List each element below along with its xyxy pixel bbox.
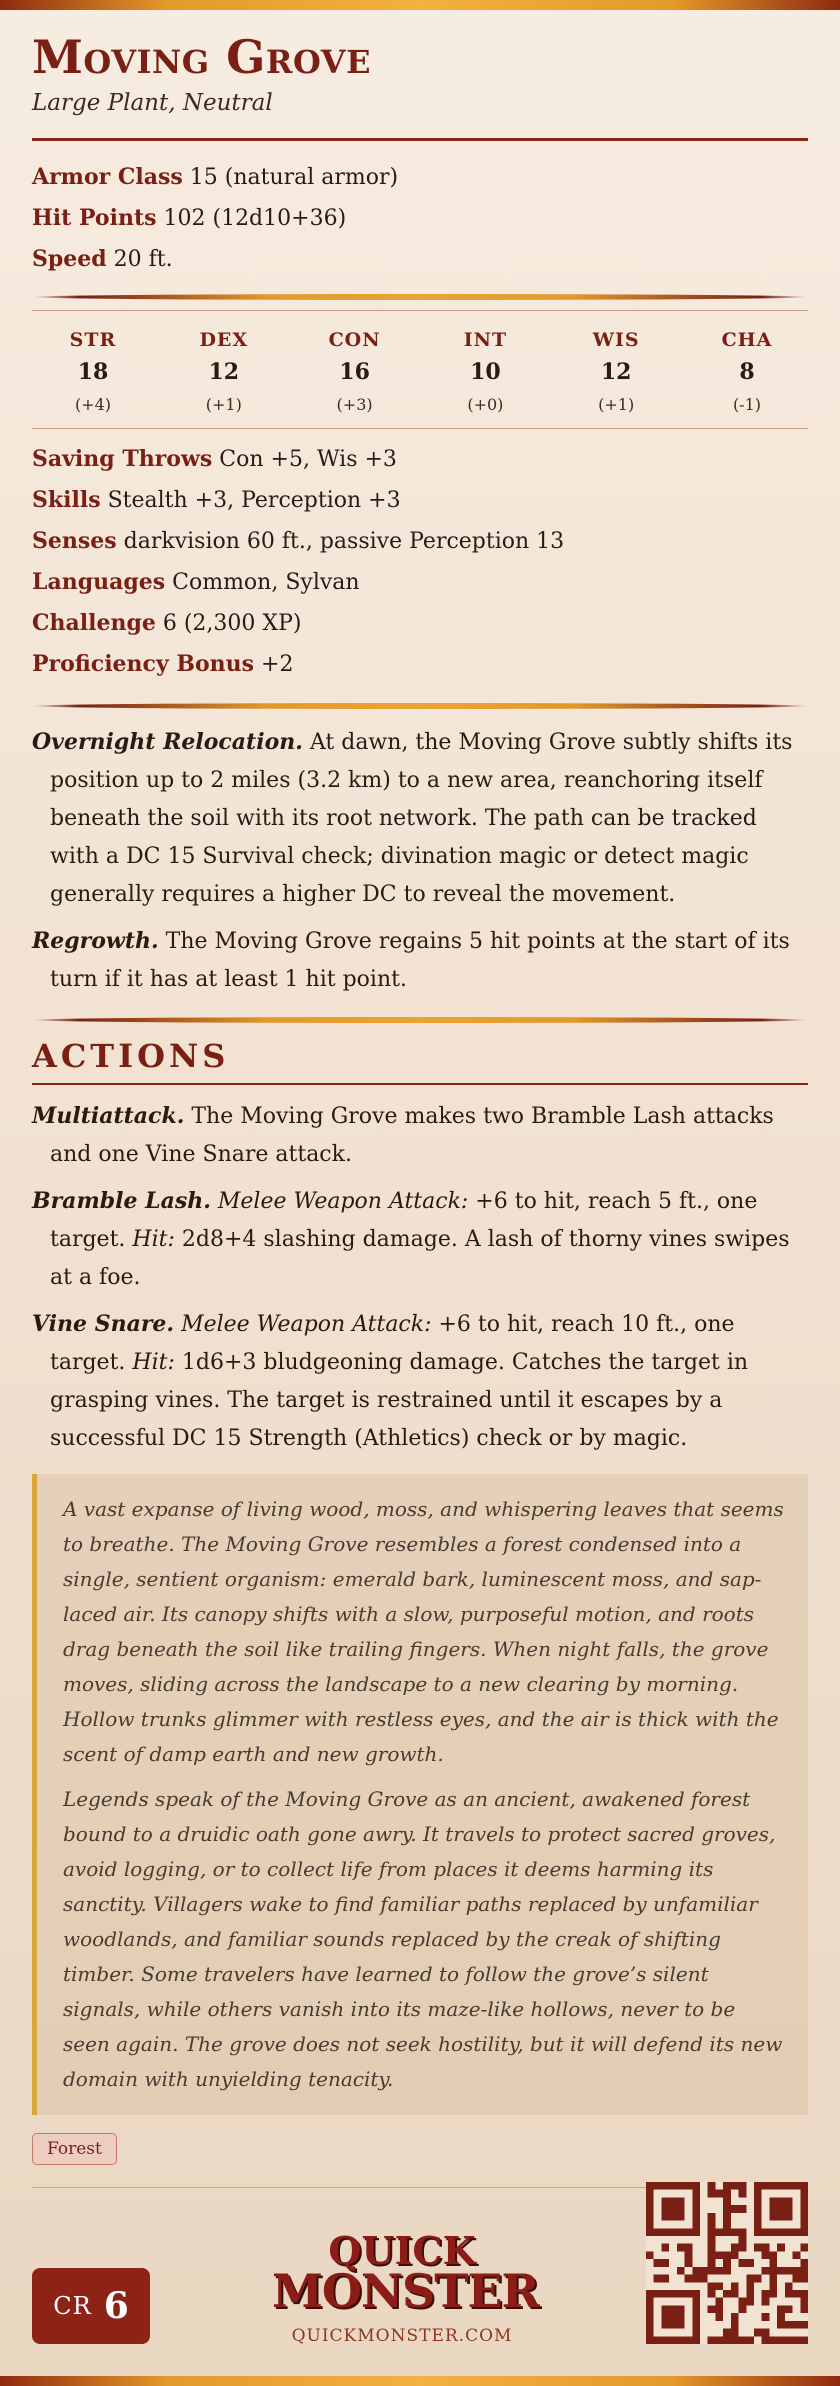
- speed: [32, 239, 808, 280]
- ability-name: DEX: [199, 329, 249, 351]
- ability-modifier: (+1): [205, 395, 242, 414]
- header-divider: [32, 138, 808, 141]
- stat-block: [32, 26, 808, 2188]
- senses-value: darkvision 60 ft., passive Perception 13: [123, 529, 565, 554]
- ability-score: 10: [470, 359, 501, 385]
- ability-modifier: (-1): [732, 395, 762, 414]
- ability-score: 8: [739, 359, 755, 385]
- skills-value: Stealth +3, Perception +3: [107, 488, 401, 513]
- ability-score: 16: [339, 359, 370, 385]
- logo-line-monster: MONSTER: [272, 2264, 539, 2318]
- senses: [32, 521, 808, 562]
- qr-code-icon[interactable]: [646, 2182, 808, 2344]
- challenge-label: Challenge: [32, 610, 156, 636]
- core-properties: [32, 157, 808, 280]
- trait-regrowth: [32, 922, 808, 999]
- proficiency-bonus-value: +2: [261, 652, 294, 677]
- hit-points-value: 102 (12d10+36): [163, 206, 347, 231]
- armor-class-value: 15 (natural armor): [189, 165, 399, 190]
- tapered-divider: [32, 703, 808, 709]
- ability-con: [300, 311, 410, 414]
- lore-paragraph: Legends speak of the Moving Grove as an ancient, awakened forest bound to a druidic oath gone awry. It travels to protect sacred groves, avoid logging, or to collect life from places it deems harming its sanctity. Villagers wake to find familiar paths replaced by unfamiliar woodlands, and familiar sounds replaced by the creak of shifting timber. Some travelers have learned to follow the grove’s silent signals, while others vanish into its maze-like hollows, never to be seen again. The grove does not seek hostility, but it will defend its new domain with unyielding tenacity.: [63, 1787, 783, 2091]
- hit-label: Hit:: [132, 1350, 175, 1375]
- ability-cha: [692, 311, 802, 414]
- hit-details: 1d6+3 bludgeoning damage. Catches the target in grasping vines. The target is restrained until it escapes by a successful DC 15 Strength (Athletics) check or by magic.: [50, 1350, 749, 1451]
- site-url-link[interactable]: QUICKMONSTER.COM: [291, 2326, 513, 2346]
- proficiency-bonus-label: Proficiency Bonus: [32, 651, 255, 677]
- ability-name: CON: [328, 329, 381, 351]
- bottom-accent-bar: [0, 2376, 840, 2386]
- monster-type: Large Plant, Neutral: [32, 90, 273, 116]
- actions-list: [32, 1097, 808, 1458]
- ability-wis: [561, 311, 671, 414]
- ability-name: INT: [463, 329, 508, 351]
- ability-score: 12: [208, 359, 240, 385]
- senses-label: Senses: [32, 528, 117, 554]
- saving-throws-label: Saving Throws: [32, 446, 213, 472]
- ability-dex: [169, 311, 279, 414]
- action-vine-snare: [32, 1305, 808, 1458]
- hit-details: 2d8+4 slashing damage. A lash of thorny vines swipes at a foe.: [50, 1227, 790, 1290]
- trait-text: The Moving Grove regains 5 hit points at the start of its turn if it has at least 1 hit point.: [50, 929, 790, 992]
- attack-type: Melee Weapon Attack:: [174, 1312, 432, 1337]
- skills-label: Skills: [32, 487, 101, 513]
- languages-value: Common, Sylvan: [172, 570, 360, 595]
- tag-forest[interactable]: Forest: [32, 2133, 117, 2165]
- action-name: Multiattack.: [32, 1103, 185, 1129]
- trait-name: Overnight Relocation.: [32, 729, 303, 755]
- hit-points-label: Hit Points: [32, 205, 157, 231]
- armor-class-label: Armor Class: [32, 164, 183, 190]
- cr-label: CR: [53, 2292, 92, 2320]
- ability-scores: [38, 311, 802, 414]
- ability-int: [430, 311, 540, 414]
- lore-paragraph: A vast expanse of living wood, moss, and whispering leaves that seems to breathe. The Moving Grove resembles a forest condensed into a single, sentient organism: emerald bark, luminescent moss, and sap-laced air. Its canopy shifts with a slow, purposeful motion, and roots drag beneath the soil like trailing fingers. When night falls, the grove moves, sliding across the landscape to a new clearing by morning. Hollow trunks glimmer with restless eyes, and the air is thick with the scent of damp earth and new growth.: [63, 1497, 784, 1766]
- tapered-divider: [32, 294, 808, 300]
- tapered-divider: [32, 1017, 808, 1023]
- armor-class: [32, 157, 808, 198]
- detail-properties: [32, 439, 808, 685]
- speed-value: 20 ft.: [113, 247, 173, 272]
- hit-label: Hit:: [132, 1227, 175, 1252]
- proficiency-bonus: [32, 644, 808, 685]
- challenge: [32, 603, 808, 644]
- ability-modifier: (+3): [336, 395, 373, 414]
- attack-details: +6 to hit, reach 5 ft., one target.: [50, 1189, 758, 1252]
- cr-value: 6: [103, 2285, 129, 2327]
- lore-box: [32, 1474, 808, 2115]
- quickmonster-logo[interactable]: [272, 2228, 539, 2346]
- hit-points: [32, 198, 808, 239]
- cr-badge: [32, 2268, 150, 2344]
- ability-modifier: (+0): [467, 395, 504, 414]
- saving-throws: [32, 439, 808, 480]
- challenge-value: 6 (2,300 XP): [162, 611, 302, 636]
- actions-heading: ACTIONS: [32, 1037, 230, 1075]
- abilities-bottom-rule: [32, 428, 808, 429]
- ability-modifier: (+1): [598, 395, 635, 414]
- ability-str: [38, 311, 148, 414]
- trait-overnight-relocation: [32, 723, 808, 914]
- attack-type: Melee Weapon Attack:: [210, 1189, 469, 1214]
- ability-score: 18: [77, 359, 109, 385]
- attack-details: +6 to hit, reach 10 ft., one target.: [50, 1312, 735, 1375]
- action-bramble-lash: [32, 1182, 808, 1297]
- ability-score: 12: [600, 359, 632, 385]
- action-name: Bramble Lash.: [32, 1188, 211, 1214]
- action-name: Vine Snare.: [32, 1311, 175, 1337]
- trait-text: At dawn, the Moving Grove subtly shifts its position up to 2 miles (3.2 km) to a new area, reanchoring itself beneath the soil with its root network. The path can be tracked with a DC 15 Survival check; divination magic or detect magic generally requires a higher DC to reveal the movement.: [50, 730, 793, 907]
- traits: [32, 723, 808, 999]
- monster-name: Moving Grove: [32, 30, 372, 84]
- languages-label: Languages: [32, 569, 166, 595]
- top-accent-bar: [0, 0, 840, 10]
- ability-name: STR: [69, 329, 117, 351]
- languages: [32, 562, 808, 603]
- ability-name: CHA: [721, 329, 773, 351]
- action-text: The Moving Grove makes two Bramble Lash attacks and one Vine Snare attack.: [50, 1104, 774, 1167]
- actions-divider: [32, 1083, 808, 1085]
- action-multiattack: [32, 1097, 808, 1174]
- ability-name: WIS: [592, 329, 640, 351]
- ability-modifier: (+4): [74, 395, 112, 414]
- skills: [32, 480, 808, 521]
- logo-line-quick: QUICK: [328, 2228, 476, 2273]
- trait-name: Regrowth.: [32, 928, 159, 954]
- saving-throws-value: Con +5, Wis +3: [219, 447, 397, 472]
- speed-label: Speed: [32, 246, 107, 272]
